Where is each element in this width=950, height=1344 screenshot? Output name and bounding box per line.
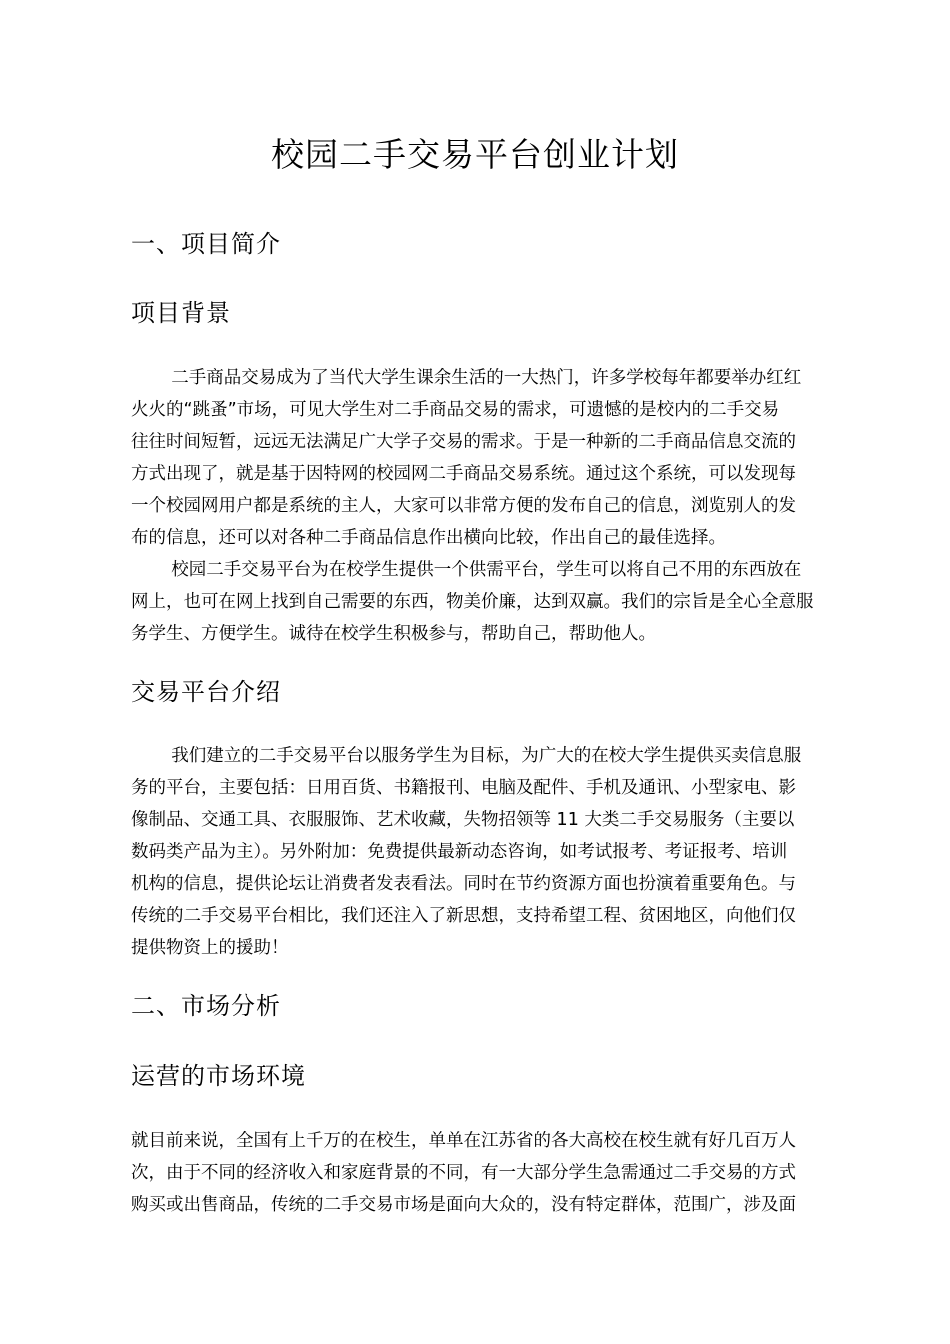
- text-line: 次，由于不同的经济收入和家庭背景的不同，有一大部分学生急需通过二手交易的方式: [131, 1163, 796, 1183]
- document-title: 校园二手交易平台创业计划: [271, 135, 679, 174]
- text-line: 购买或出售商品，传统的二手交易市场是面向大众的，没有特定群体，范围广，涉及面: [131, 1195, 796, 1215]
- paragraph-market-environment: [131, 1125, 819, 1221]
- text-line: 我们建立的二手交易平台以服务学生为目标，为广大的在校大学生提供买卖信息服: [171, 746, 802, 766]
- paragraph-background-2: [131, 554, 819, 650]
- subheading-project-background: 项目背景: [131, 299, 231, 327]
- text-line: 就目前来说，全国有上千万的在校生，单单在江苏省的各大高校在校生就有好几百万人: [131, 1131, 796, 1151]
- text-line: 传统的二手交易平台相比，我们还注入了新思想，支持希望工程、贫困地区，向他们仅: [131, 906, 796, 926]
- paragraph-background-1: [131, 362, 819, 554]
- text-line: 数码类产品为主）。另外附加：免费提供最新动态咨询，如考试报考、考证报考、培训: [131, 842, 788, 862]
- subheading-platform-intro: 交易平台介绍: [131, 678, 281, 706]
- text-line: 像制品、交通工具、衣服服饰、艺术收藏，失物招领等 11 大类二手交易服务（主要以: [131, 810, 795, 830]
- text-line: 务学生、方便学生。诚待在校学生积极参与，帮助自己，帮助他人。: [131, 624, 656, 644]
- text-line: 校园二手交易平台为在校学生提供一个供需平台，学生可以将自己不用的东西放在: [171, 560, 802, 580]
- text-line: 火火的“跳蚤”市场，可见大学生对二手商品交易的需求，可遗憾的是校内的二手交易: [131, 400, 780, 420]
- text-line: 网上，也可在网上找到自己需要的东西，物美价廉，达到双赢。我们的宗旨是全心全意服: [131, 592, 814, 612]
- paragraph-platform-intro: [131, 740, 819, 964]
- text-line: 布的信息，还可以对各种二手商品信息作出横向比较，作出自己的最佳选择。: [131, 528, 726, 548]
- text-line: 提供物资上的援助！: [131, 938, 289, 958]
- text-line: 务的平台，主要包括：日用百货、书籍报刊、电脑及配件、手机及通讯、小型家电、影: [131, 778, 796, 798]
- text-line: 一个校园网用户都是系统的主人，大家可以非常方便的发布自己的信息，浏览别人的发: [131, 496, 796, 516]
- section-heading-market-analysis: 二、市场分析: [131, 992, 281, 1020]
- text-line: 机构的信息，提供论坛让消费者发表看法。同时在节约资源方面也扮演着重要角色。与: [131, 874, 796, 894]
- section-heading-project-intro: 一、项目简介: [131, 230, 281, 258]
- text-line: 方式出现了，就是基于因特网的校园网二手商品交易系统。通过这个系统，可以发现每: [131, 464, 796, 484]
- subheading-market-environment: 运营的市场环境: [131, 1062, 306, 1090]
- text-line: 往往时间短暂，远远无法满足广大学子交易的需求。于是一种新的二手商品信息交流的: [131, 432, 796, 452]
- text-line: 二手商品交易成为了当代大学生课余生活的一大热门，许多学校每年都要举办红红: [171, 368, 802, 388]
